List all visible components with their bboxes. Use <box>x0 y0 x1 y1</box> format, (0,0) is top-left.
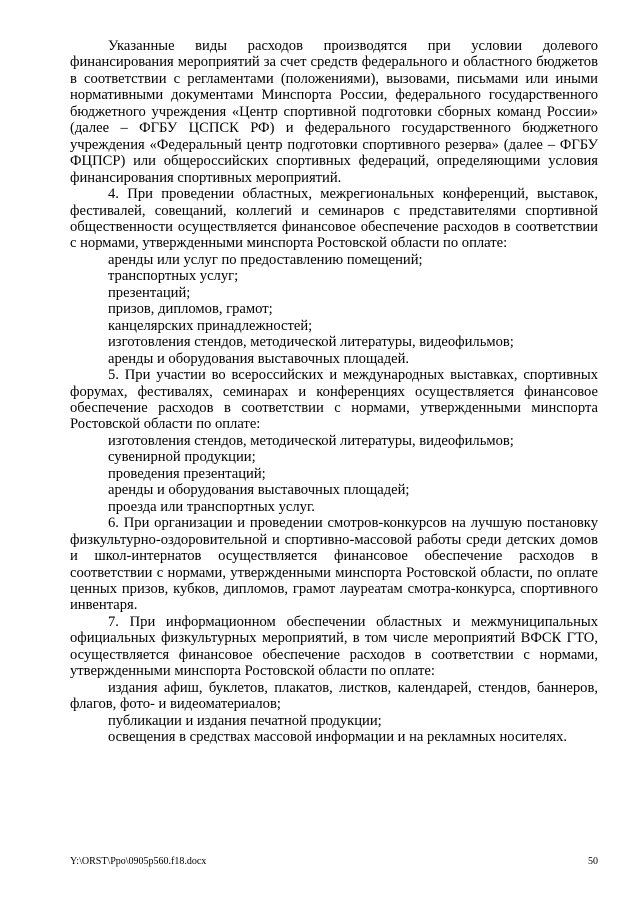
list-item: транспортных услуг; <box>108 268 239 285</box>
paragraph-4: 4. При проведении областных, межрегиональных конференций, выставок, фестивалей, совещаний, коллегий и семинаров с представителями спортивной общественности осуществляется финансовое обеспечение расходов в соответствии с нормами, утвержденными минспорта Ростовской области по оплате: <box>70 186 598 252</box>
list-item: проведения презентаций; <box>108 465 266 482</box>
list-item: публикации и издания печатной продукции; <box>108 712 382 729</box>
list-item: изготовления стендов, методической литературы, видеофильмов; <box>108 432 514 449</box>
document-page <box>70 38 598 745</box>
paragraph-5: 5. При участии во всероссийских и международных выставках, спортивных форумах, фестивалях, семинарах и конференциях осуществляется финансовое обеспечение расходов в соответствии с нормами, утвержденными минспорта Ростовской области по оплате: <box>70 367 598 433</box>
list-item: аренды и оборудования выставочных площадей; <box>108 482 410 499</box>
file-path: Y:\ORST\Ppo\0905p560.f18.docx <box>70 856 207 867</box>
list-item: издания афиш, буклетов, плакатов, листков, календарей, стендов, баннеров, флагов, фото- и видеоматериалов; <box>70 679 598 713</box>
list-item: призов, дипломов, грамот; <box>108 301 273 318</box>
list-item: презентаций; <box>108 284 191 301</box>
list-item: сувенирной продукции; <box>108 449 256 466</box>
list-item: проезда или транспортных услуг. <box>108 498 315 515</box>
list-item: изготовления стендов, методической литературы, видеофильмов; <box>108 334 514 351</box>
list-item: канцелярских принадлежностей; <box>108 317 313 334</box>
paragraph-6: 6. При организации и проведении смотров-конкурсов на лучшую постановку физкультурно-оздоровительной и спортивно-массовой работы среди детских домов и школ-интернатов осуществляется финансовое обеспечение расходов в соответствии с нормами, утвержденными минспорта Ростовской области, по оплате ценных призов, кубков, дипломов, грамот лауреатам смотра-конкурса, спортивного инвентаря. <box>70 515 598 614</box>
paragraph-expenses-conditions: Указанные виды расходов производятся при условии долевого финансирования мероприятий за счет средств федерального и областного бюджетов в соответствии с регламентами (положениями), вызовами, письмами или иными нормативными документами Минспорта России, федерального государственного бюджетного учреждения «Центр спортивной подготовки сборных команд России» (далее – ФГБУ ЦСПСК РФ) и федерального государственного бюджетного учреждения «Федеральный центр подготовки спортивного резерва» (далее – ФГБУ ФЦПСР) или общероссийских спортивных федераций, определяющими условия финансирования спортивных мероприятий. <box>70 38 598 186</box>
paragraph-7: 7. При информационном обеспечении областных и межмуниципальных официальных физкультурных мероприятий, в том числе мероприятий ВФСК ГТО, осуществляется финансовое обеспечение расходов в соответствии с нормами, утвержденными минспорта Ростовской области по оплате: <box>70 613 598 680</box>
list-item: аренды и оборудования выставочных площадей. <box>108 350 410 367</box>
list-item: аренды или услуг по предоставлению помещений; <box>108 251 423 268</box>
list-item: освещения в средствах массовой информации и на рекламных носителях. <box>108 729 568 746</box>
page-number: 50 <box>588 856 598 867</box>
